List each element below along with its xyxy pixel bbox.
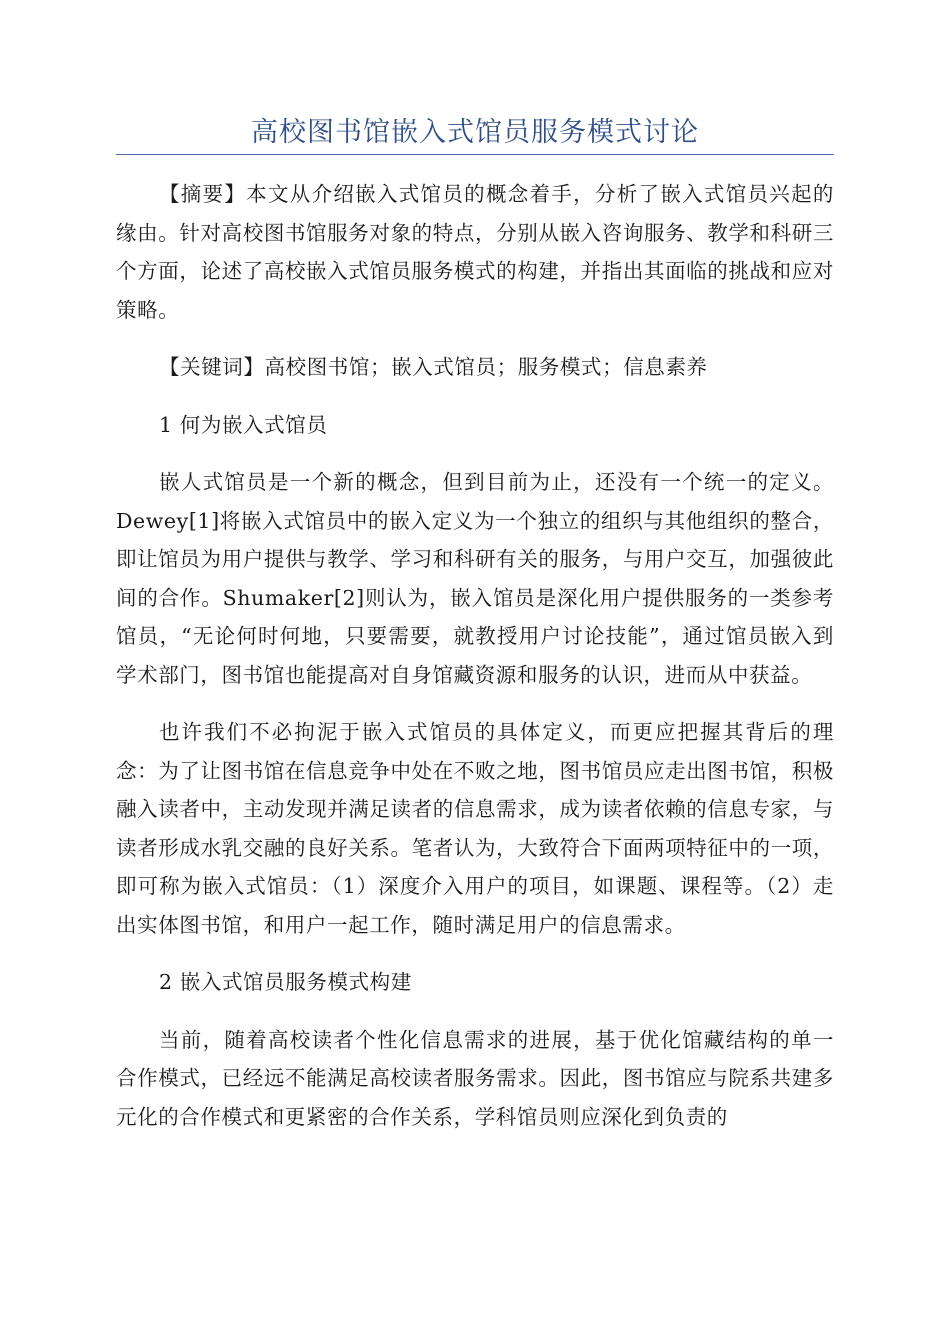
section-1-heading: 1 何为嵌入式馆员 xyxy=(159,412,328,437)
section-2-heading: 2 嵌入式馆员服务模式构建 xyxy=(159,970,412,994)
section-1-paragraph-2: 也许我们不必拘泥于嵌入式馆员的具体定义，而更应把握其背后的理念：为了让图书馆在信息竞争中处在不败之地，图书馆员应走出图书馆，积极融入读者中，主动发现并满足读者的信息需求，成为读者依赖的信息专家，与读者形成水乳交融的良好关系。笔者认为，大致符合下面两项特征中的一项，即可称为嵌入式馆员：（1）深度介入用户的项目，如课题、课程等。（2）走出实体图书馆，和用户一起工作，随时满足用户的信息需求。 xyxy=(116,720,834,937)
document-body xyxy=(116,175,834,1136)
title-underline xyxy=(116,154,834,155)
document-title: 高校图书馆嵌入式馆员服务模式讨论 xyxy=(251,117,699,148)
abstract-paragraph: 【摘要】本文从介绍嵌入式馆员的概念着手，分析了嵌入式馆员兴起的缘由。针对高校图书馆服务对象的特点，分别从嵌入咨询服务、教学和科研三个方面，论述了高校嵌入式馆员服务模式的构建，并指出其面临的挑战和应对策略。 xyxy=(116,182,834,322)
section-1-paragraph-1: 嵌人式馆员是一个新的概念，但到目前为止，还没有一个统一的定义。Dewey[1]将嵌入式馆员中的嵌入定义为一个独立的组织与其他组织的整合，即让馆员为用户提供与教学、学习和科研有关的服务，与用户交互，加强彼此间的合作。Shumaker[2]则认为，嵌入馆员是深化用户提供服务的一类参考馆员，“无论何时何地，只要需要，就教授用户讨论技能”，通过馆员嵌入到学术部门，图书馆也能提高对自身馆藏资源和服务的认识，进而从中获益。 xyxy=(116,470,834,687)
section-2-paragraph-1: 当前，随着高校读者个性化信息需求的进展，基于优化馆藏结构的单一合作模式，已经远不能满足高校读者服务需求。因此，图书馆应与院系共建多元化的合作模式和更紧密的合作关系，学科馆员则应深化到负责的 xyxy=(116,1027,834,1129)
keywords-line: 【关键词】高校图书馆；嵌入式馆员；服务模式；信息素养 xyxy=(159,355,708,379)
